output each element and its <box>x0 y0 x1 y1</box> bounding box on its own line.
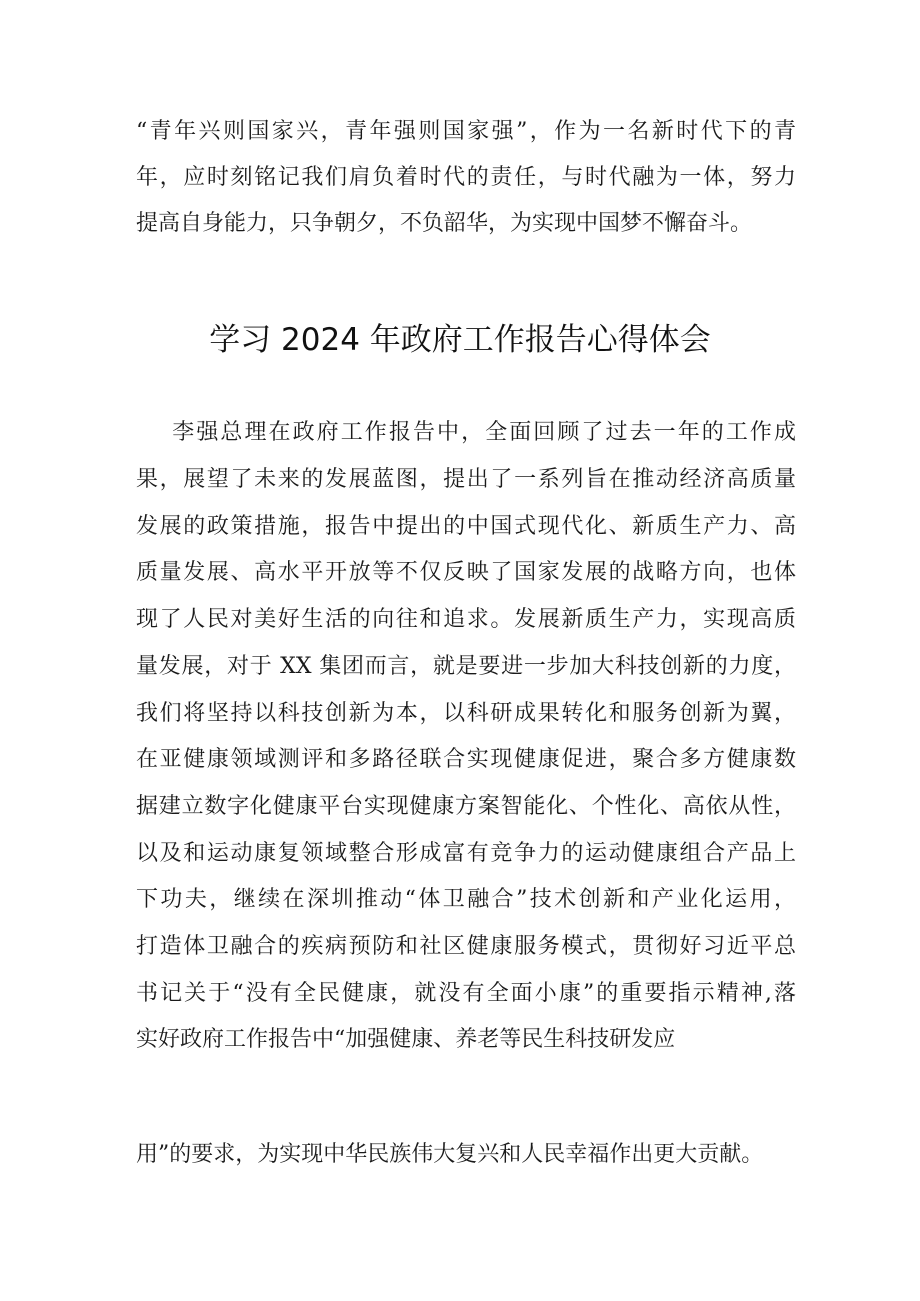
intro-line-3: 提高自身能力，只争朝夕，不负韶华，为实现中国梦不懈奋斗。 <box>136 211 753 236</box>
body-line-11: 下功夫，继续在深圳推动“体卫融合”技术创新和产业化运用， <box>136 887 796 912</box>
body-line-5: 现了人民对美好生活的向往和追求。发展新质生产力，实现高质 <box>136 607 796 632</box>
intro-line-1: “青年兴则国家兴，青年强则国家强”，作为一名新时代下的青 <box>136 119 796 144</box>
body-line-12: 打造体卫融合的疾病预防和社区健康服务模式，贯彻好习近平总 <box>136 934 796 959</box>
body-line-1: 李强总理在政府工作报告中，全面回顾了过去一年的工作成 <box>136 420 796 445</box>
body-line-7: 我们将坚持以科技创新为本，以科研成果转化和服务创新为翼， <box>136 701 796 726</box>
body-line-8: 在亚健康领域测评和多路径联合实现健康促进，聚合多方健康数 <box>136 747 796 772</box>
body-line-10: 以及和运动康复领域整合形成富有竞争力的运动健康组合产品上 <box>136 841 796 866</box>
article-title: 学习 2024 年政府工作报告心得体会 <box>209 322 711 358</box>
body-line-3: 发展的政策措施，报告中提出的中国式现代化、新质生产力、高 <box>136 514 796 539</box>
body-line-6: 量发展，对于 XX 集团而言，就是要进一步加大科技创新的力度， <box>136 654 796 679</box>
body-line-9: 据建立数字化健康平台实现健康方案智能化、个性化、高依从性， <box>136 794 796 819</box>
body-line-2: 果，展望了未来的发展蓝图，提出了一系列旨在推动经济高质量 <box>136 467 796 492</box>
body-line-4: 质量发展、高水平开放等不仅反映了国家发展的战略方向，也体 <box>136 560 796 585</box>
body-line-13: 书记关于“没有全民健康，就没有全面小康”的重要指示精神,落 <box>136 981 796 1006</box>
intro-line-2: 年，应时刻铭记我们肩负着时代的责任，与时代融为一体，努力 <box>136 165 796 190</box>
body-continued-line: 用”的要求，为实现中华民族伟大复兴和人民幸福作出更大贡献。 <box>136 1142 764 1167</box>
body-line-14: 实好政府工作报告中“加强健康、养老等民生科技研发应 <box>136 1027 676 1052</box>
